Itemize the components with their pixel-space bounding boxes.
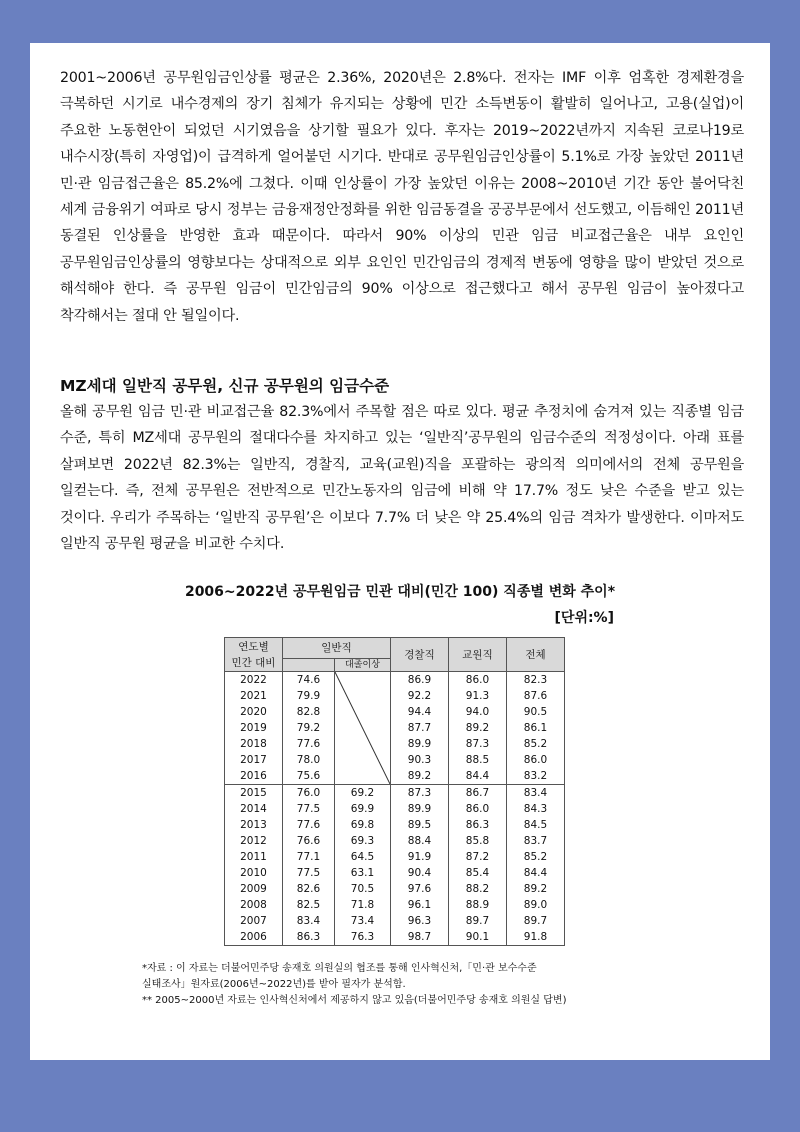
cell-teacher: 84.4: [449, 768, 507, 785]
cell-general: 76.6: [283, 833, 335, 849]
table-row: [225, 865, 565, 881]
header-year-line1: 연도별: [238, 640, 269, 653]
cell-total: 89.2: [507, 881, 565, 897]
cell-teacher: 89.7: [449, 913, 507, 929]
cell-police: 89.9: [391, 736, 449, 752]
cell-year: 2008: [225, 897, 283, 913]
cell-total: 87.6: [507, 688, 565, 704]
cell-police: 92.2: [391, 688, 449, 704]
college-na-cell: [335, 672, 391, 785]
cell-general: 82.8: [283, 704, 335, 720]
table-row: [225, 688, 565, 704]
document-page: [30, 43, 770, 1060]
cell-college: 63.1: [335, 865, 391, 881]
table-notes: [142, 961, 702, 1009]
cell-teacher: 88.9: [449, 897, 507, 913]
cell-police: 86.9: [391, 672, 449, 689]
header-police: 경찰직: [391, 638, 449, 672]
cell-total: 85.2: [507, 736, 565, 752]
cell-general: 77.5: [283, 801, 335, 817]
table-row: [225, 801, 565, 817]
cell-teacher: 87.3: [449, 736, 507, 752]
cell-total: 84.3: [507, 801, 565, 817]
cell-total: 84.4: [507, 865, 565, 881]
table-row: [225, 736, 565, 752]
cell-year: 2013: [225, 817, 283, 833]
cell-college: 69.2: [335, 785, 391, 802]
cell-police: 96.3: [391, 913, 449, 929]
cell-police: 87.7: [391, 720, 449, 736]
cell-general: 75.6: [283, 768, 335, 785]
cell-year: 2015: [225, 785, 283, 802]
table-row: [225, 720, 565, 736]
cell-general: 78.0: [283, 752, 335, 768]
cell-year: 2020: [225, 704, 283, 720]
note-source-line2: 실태조사」원자료(2006년~2022년)를 받아 필자가 분석함.: [142, 979, 406, 990]
cell-year: 2022: [225, 672, 283, 689]
cell-total: 83.4: [507, 785, 565, 802]
cell-general: 82.6: [283, 881, 335, 897]
table-row: [225, 752, 565, 768]
cell-year: 2019: [225, 720, 283, 736]
note-source-line1: *자료 : 이 자료는 더불어민주당 송재호 의원실의 협조를 통해 인사혁신처,「민·관 보수수준: [142, 963, 537, 974]
cell-year: 2016: [225, 768, 283, 785]
cell-general: 82.5: [283, 897, 335, 913]
cell-total: 89.7: [507, 913, 565, 929]
cell-teacher: 86.3: [449, 817, 507, 833]
header-college: 대졸이상: [335, 659, 391, 672]
cell-general: 74.6: [283, 672, 335, 689]
header-total: 전체: [507, 638, 565, 672]
table-row: [225, 704, 565, 720]
table-title: 2006~2022년 공무원임금 민관 대비(민간 100) 직종별 변화 추이*: [184, 584, 616, 600]
cell-teacher: 88.2: [449, 881, 507, 897]
cell-teacher: 90.1: [449, 929, 507, 946]
cell-general: 79.2: [283, 720, 335, 736]
cell-total: 83.7: [507, 833, 565, 849]
cell-total: 83.2: [507, 768, 565, 785]
cell-general: 83.4: [283, 913, 335, 929]
cell-year: 2011: [225, 849, 283, 865]
cell-year: 2021: [225, 688, 283, 704]
table-row: [225, 817, 565, 833]
cell-year: 2014: [225, 801, 283, 817]
cell-general: 76.0: [283, 785, 335, 802]
cell-police: 98.7: [391, 929, 449, 946]
cell-college: 71.8: [335, 897, 391, 913]
cell-teacher: 88.5: [449, 752, 507, 768]
section-paragraph: 올해 공무원 임금 민·관 비교접근율 82.3%에서 주목할 점은 따로 있다. 평균 추정치에 숨겨져 있는 직종별 임금 수준, 특히 MZ세대 공무원의 절대다수를 차지하고 있는 ‘일반직’공무원의 임금수준의 적정성이다. 아래 표를 살펴보면 2022년 82.3%는 일반직, 경찰직, 교육(교원)직을 포괄하는 광의적 의미에서의 전체 공무원을 일컫는다. 즉, 전체 공무원은 전반적으로 민간노동자의 임금에 비해 약 17.7% 정도 낮은 수준을 받고 있는 것이다. 우리가 주목하는 ‘일반직 공무원’은 이보다 7.7% 더 낮은 약 25.4%의 임금 격차가 발생한다. 이마저도 일반직 공무원 평균을 비교한 수치다.: [60, 404, 744, 553]
cell-general: 77.6: [283, 736, 335, 752]
cell-total: 86.1: [507, 720, 565, 736]
cell-college: 70.5: [335, 881, 391, 897]
cell-teacher: 94.0: [449, 704, 507, 720]
diagonal-slash: [335, 672, 390, 784]
cell-police: 97.6: [391, 881, 449, 897]
cell-year: 2006: [225, 929, 283, 946]
header-general: 일반직: [283, 638, 391, 659]
table-row: [225, 897, 565, 913]
cell-college: 64.5: [335, 849, 391, 865]
cell-college: 69.8: [335, 817, 391, 833]
cell-year: 2018: [225, 736, 283, 752]
cell-police: 90.3: [391, 752, 449, 768]
intro-paragraph: 2001~2006년 공무원임금인상률 평균은 2.36%, 2020년은 2.8%다. 전자는 IMF 이후 엄혹한 경제환경을 극복하던 시기로 내수경제의 장기 침체가 유지되는 상황에 민간 소득변동이 활발히 일어나고, 고용(실업)이 주요한 노동현안이 되었던 시기였음을 상기할 필요가 있다. 후자는 2019~2022년까지 지속된 코로나19로 내수시장(특히 자영업)이 급격하게 얼어붙던 시기다. 반대로 공무원임금인상률이 5.1%로 가장 높았던 2011년 민·관 임금접근율은 85.2%에 그쳤다. 이때 인상률이 가장 높았던 이유는 2008~2010년 기간 동안 불어닥친 세계 금융위기 여파로 당시 정부는 금융재정안정화를 위한 임금동결을 공공부문에서 선도했고, 이듬해인 2011년 동결된 인상률을 반영한 효과 때문이다. 따라서 90% 이상의 민관 임금 비교접근율은 내부 요인인 공무원임금인상률의 영향보다는 상대적으로 외부 요인인 민간임금의 경제적 변동에 영향을 많이 받았던 것으로 해석해야 한다. 즉 공무원 임금이 민간임금의 90% 이상으로 접근했다고 해서 공무원 임금이 높아졌다고 착각해서는 절대 안 될일이다.: [60, 70, 744, 324]
cell-police: 90.4: [391, 865, 449, 881]
table-row: [225, 881, 565, 897]
cell-teacher: 85.8: [449, 833, 507, 849]
cell-year: 2012: [225, 833, 283, 849]
cell-total: 91.8: [507, 929, 565, 946]
table-row: [225, 768, 565, 785]
cell-general: 77.6: [283, 817, 335, 833]
cell-general: 86.3: [283, 929, 335, 946]
header-year: [225, 638, 283, 672]
cell-college: 69.3: [335, 833, 391, 849]
cell-year: 2017: [225, 752, 283, 768]
table-unit: [단위:%]: [554, 610, 614, 626]
table-row: [225, 833, 565, 849]
cell-college: 76.3: [335, 929, 391, 946]
header-general-blank: [283, 659, 335, 672]
cell-general: 77.5: [283, 865, 335, 881]
table-row: [225, 929, 565, 946]
table-row: [225, 785, 565, 802]
cell-teacher: 86.7: [449, 785, 507, 802]
cell-police: 87.3: [391, 785, 449, 802]
header-teacher: 교원직: [449, 638, 507, 672]
cell-police: 91.9: [391, 849, 449, 865]
wage-comparison-table: [224, 637, 565, 946]
cell-teacher: 89.2: [449, 720, 507, 736]
cell-year: 2010: [225, 865, 283, 881]
table-row: [225, 849, 565, 865]
section-heading: MZ세대 일반직 공무원, 신규 공무원의 임금수준: [60, 377, 390, 395]
cell-total: 85.2: [507, 849, 565, 865]
cell-police: 89.5: [391, 817, 449, 833]
cell-year: 2009: [225, 881, 283, 897]
cell-teacher: 85.4: [449, 865, 507, 881]
header-year-line2: 민간 대비: [231, 656, 276, 669]
cell-police: 88.4: [391, 833, 449, 849]
cell-police: 89.2: [391, 768, 449, 785]
note-missing-data: ** 2005~2000년 자료는 인사혁신처에서 제공하지 않고 있음(더불어민주당 송재호 의원실 답변): [142, 995, 567, 1006]
cell-teacher: 87.2: [449, 849, 507, 865]
cell-police: 94.4: [391, 704, 449, 720]
cell-year: 2007: [225, 913, 283, 929]
cell-total: 84.5: [507, 817, 565, 833]
table-row: [225, 672, 565, 689]
cell-general: 79.9: [283, 688, 335, 704]
cell-general: 77.1: [283, 849, 335, 865]
cell-police: 89.9: [391, 801, 449, 817]
cell-college: 69.9: [335, 801, 391, 817]
cell-total: 90.5: [507, 704, 565, 720]
cell-teacher: 86.0: [449, 672, 507, 689]
cell-teacher: 86.0: [449, 801, 507, 817]
cell-total: 89.0: [507, 897, 565, 913]
cell-college: 73.4: [335, 913, 391, 929]
cell-total: 86.0: [507, 752, 565, 768]
cell-total: 82.3: [507, 672, 565, 689]
cell-police: 96.1: [391, 897, 449, 913]
table-row: [225, 913, 565, 929]
cell-teacher: 91.3: [449, 688, 507, 704]
